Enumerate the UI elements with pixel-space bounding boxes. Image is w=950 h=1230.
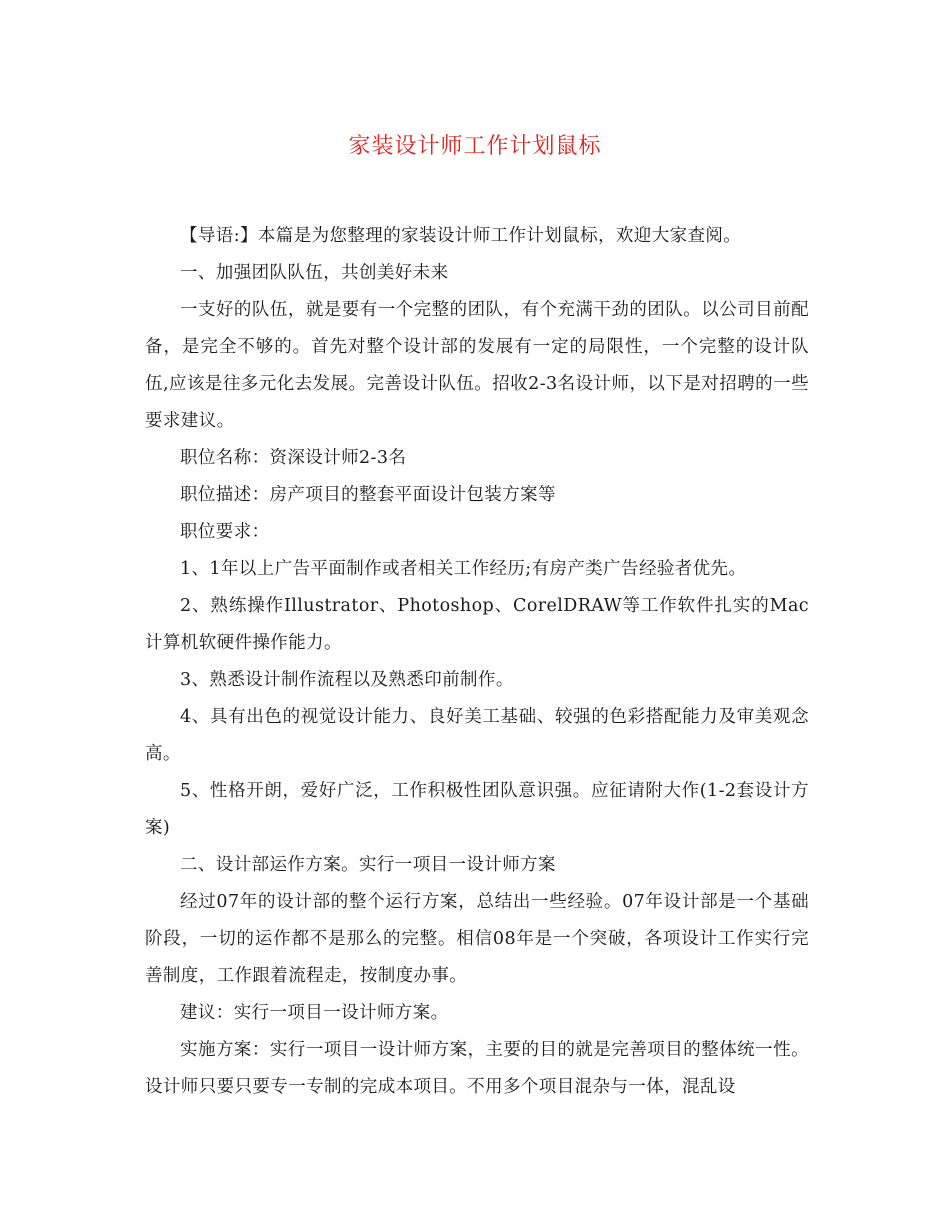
intro-paragraph: 【导语:】本篇是为您整理的家装设计师工作计划鼠标，欢迎大家查阅。 [180, 226, 742, 246]
requirement-item-4: 4、具有出色的视觉设计能力、良好美工基础、较强的色彩搭配能力及审美观念高。 [145, 707, 809, 764]
implementation-paragraph: 实施方案：实行一项目一设计师方案，主要的目的就是完善项目的整体统一性。设计师只要只要专一专制的完成本项目。不用多个项目混杂与一体，混乱设 [145, 1040, 809, 1097]
requirement-item-1: 1、1年以上广告平面制作或者相关工作经历;有房产类广告经验者优先。 [180, 559, 747, 579]
requirement-item-3: 3、熟悉设计制作流程以及熟悉印前制作。 [180, 670, 514, 690]
body-paragraph: 一支好的队伍，就是要有一个完整的团队，有个充满干劲的团队。以公司目前配备，是完全不够的。首先对整个设计部的发展有一定的局限性，一个完整的设计队伍,应该是往多元化去发展。完善设计队伍。招收2-3名设计师，以下是对招聘的一些要求建议。 [145, 300, 809, 431]
document-body [145, 218, 809, 1106]
section-heading-2: 二、设计部运作方案。实行一项目一设计师方案 [180, 855, 556, 875]
section-heading-1: 一、加强团队队伍，共创美好未来 [180, 263, 449, 283]
requirement-item-2: 2、熟练操作Illustrator、Photoshop、CorelDRAW等工作软件扎实的Mac计算机软硬件操作能力。 [145, 596, 809, 653]
document-title: 家装设计师工作计划鼠标 [348, 134, 602, 159]
requirement-item-5: 5、性格开朗，爱好广泛，工作积极性团队意识强。应征请附大作(1-2套设计方案) [145, 781, 809, 838]
suggestion-line: 建议：实行一项目一设计师方案。 [180, 1003, 449, 1023]
body-paragraph: 经过07年的设计部的整个运行方案，总结出一些经验。07年设计部是一个基础阶段，一切的运作都不是那么的完整。相信08年是一个突破，各项设计工作实行完善制度，工作跟着流程走，按制度办事。 [145, 892, 809, 986]
job-requirements-heading: 职位要求： [180, 522, 270, 542]
job-title-line: 职位名称：资深设计师2-3名 [180, 448, 407, 468]
job-description-line: 职位描述：房产项目的整套平面设计包装方案等 [180, 485, 556, 505]
